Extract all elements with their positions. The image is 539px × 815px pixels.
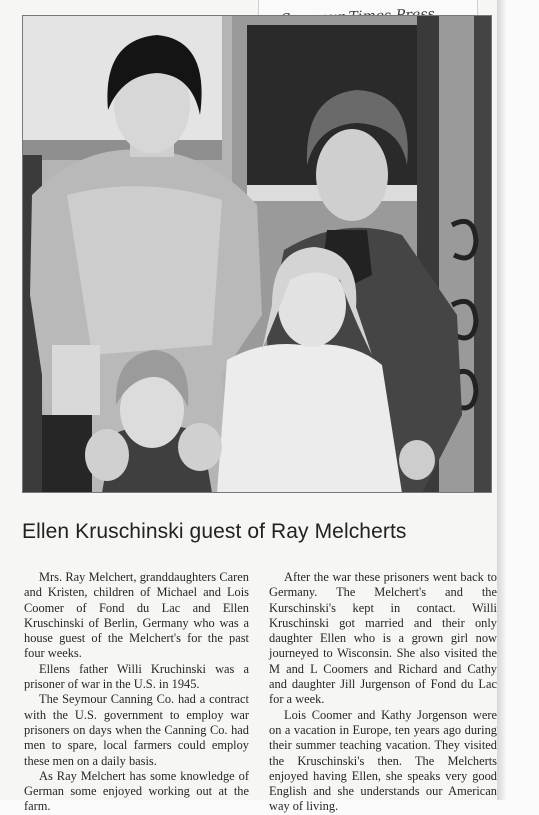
article-paragraph: After the war these prisoners went back to Germany. The Melchert's and the Kurschinski's kept in contact. Willi Kruschinski got married and their only daughter Ellen who is a grown girl now journeyed to Wisconsin. She also visited the M and L Coomers and Richard and Cathy and daughter Jill Jurgenson of Fond du Lac for a week. (269, 570, 497, 707)
article-headline: Ellen Kruschinski guest of Ray Melcherts (22, 520, 407, 543)
article-column-right (269, 570, 497, 815)
article-paragraph: The Seymour Canning Co. had a contract with the U.S. government to employ war prisoners on days when the Canning Co. had men to spare, local farmers could employ these men on a daily basis. (24, 692, 249, 768)
photo-drawing (22, 15, 492, 493)
article-paragraph: As Ray Melchert has some knowledge of German some enjoyed working out at the farm. (24, 768, 249, 814)
article-paragraph: Lois Coomer and Kathy Jorgenson were on a vacation in Europe, ten years ago during their summer teaching vacation. They visited the Kruschinski's then. The Melcherts enjoyed having Ellen, she speaks very good English and she understands our American way of living. (269, 707, 497, 814)
article-column-left (24, 570, 249, 815)
article-paragraph: Mrs. Ray Melchert, granddaughters Caren and Kristen, children of Michael and Lois Coomer of Fond du Lac and Ellen Kruschinski of Berlin, Germany who was a house guest of the Melchert's for the past four weeks. (24, 570, 249, 661)
article-paragraph: Ellens father Willi Kruchinski was a prisoner of war in the U.S. in 1945. (24, 661, 249, 692)
article-photo (22, 15, 492, 493)
scan-edge-shadow (497, 0, 507, 800)
